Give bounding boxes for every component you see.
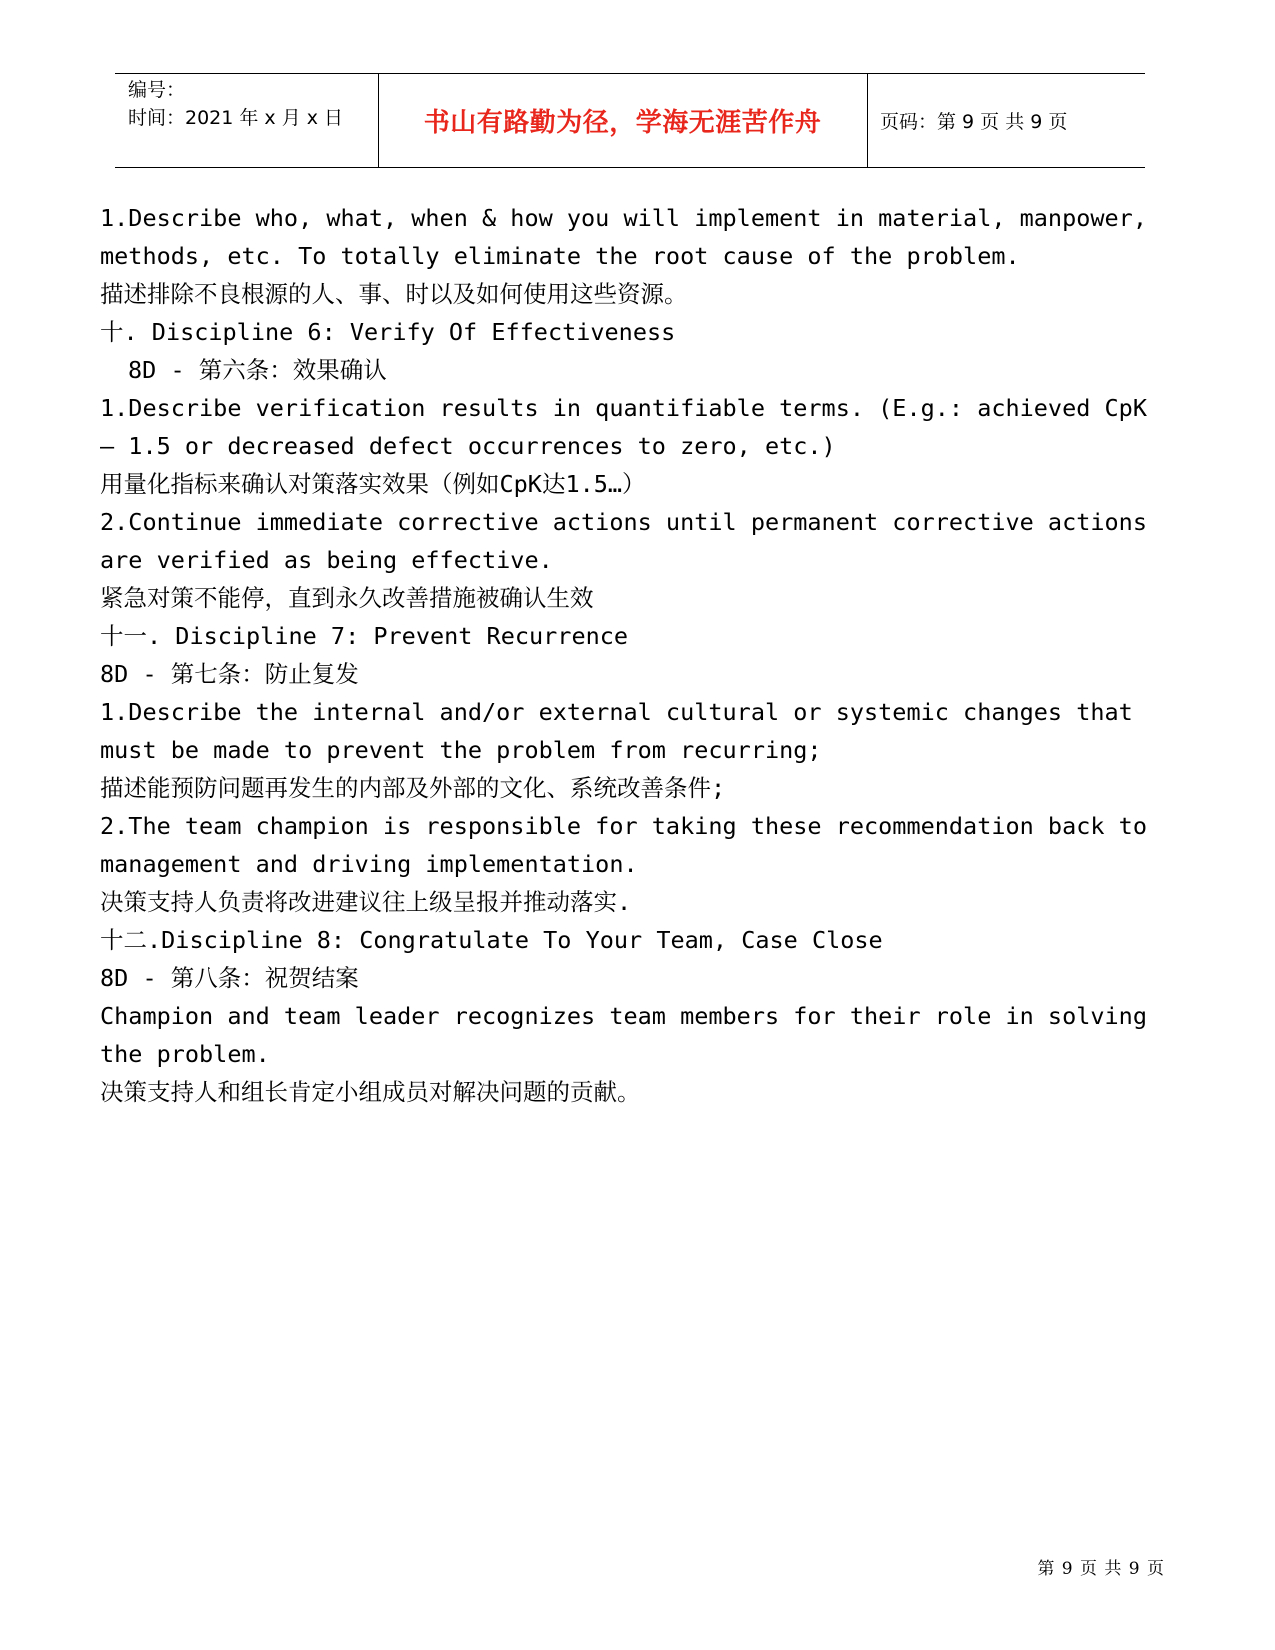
body-line: 1.Describe who, what, when & how you will implement in material, manpower, <box>100 204 1147 232</box>
body-line: 2.The team champion is responsible for taking these recommendation back to <box>100 812 1147 840</box>
body-line: 用量化指标来确认对策落实效果（例如CpK达1.5…） <box>100 470 646 498</box>
header-meta <box>128 76 343 132</box>
section-subheading: 8D - 第七条：防止复发 <box>100 660 359 688</box>
page-footer: 第 9 页 共 9 页 <box>1037 1559 1165 1579</box>
document-header <box>115 73 1145 168</box>
header-motto: 书山有路勤为径，学海无涯苦作舟 <box>423 108 822 138</box>
body-line: methods, etc. To totally eliminate the root cause of the problem. <box>100 242 1020 270</box>
header-number-label: 编号： <box>128 79 186 101</box>
header-divider <box>867 74 868 167</box>
body-line: management and driving implementation. <box>100 850 638 878</box>
body-line: the problem. <box>100 1040 270 1068</box>
header-page-number: 页码：第 9 页 共 9 页 <box>880 111 1068 133</box>
body-line: Champion and team leader recognizes team members for their role in solving <box>100 1002 1147 1030</box>
body-line: 1.Describe the internal and/or external cultural or systemic changes that <box>100 698 1133 726</box>
section-heading-discipline-8: 十二.Discipline 8: Congratulate To Your Team, Case Close <box>100 926 883 954</box>
body-line: 描述能预防问题再发生的内部及外部的文化、系统改善条件; <box>100 774 726 802</box>
body-line: 描述排除不良根源的人、事、时以及如何使用这些资源。 <box>100 280 688 308</box>
body-line: 决策支持人负责将改进建议往上级呈报并推动落实. <box>100 888 632 916</box>
body-line: must be made to prevent the problem from recurring; <box>100 736 822 764</box>
section-subheading: 8D - 第六条：效果确认 <box>128 356 387 384</box>
body-line: 1.Describe verification results in quantifiable terms. (E.g.: achieved CpK <box>100 394 1147 422</box>
section-subheading: 8D - 第八条：祝贺结案 <box>100 964 359 992</box>
body-line: 紧急对策不能停，直到永久改善措施被确认生效 <box>100 584 594 612</box>
section-heading-discipline-7: 十一. Discipline 7: Prevent Recurrence <box>100 622 629 650</box>
section-heading-discipline-6: 十. Discipline 6: Verify Of Effectiveness <box>100 318 676 346</box>
body-line: 决策支持人和组长肯定小组成员对解决问题的贡献。 <box>100 1078 641 1106</box>
body-line: – 1.5 or decreased defect occurrences to zero, etc.) <box>100 432 836 460</box>
header-time-label: 时间：2021 年 x 月 x 日 <box>128 107 344 129</box>
document-body <box>100 199 1170 1111</box>
body-line: are verified as being effective. <box>100 546 553 574</box>
body-line: 2.Continue immediate corrective actions until permanent corrective actions <box>100 508 1147 536</box>
